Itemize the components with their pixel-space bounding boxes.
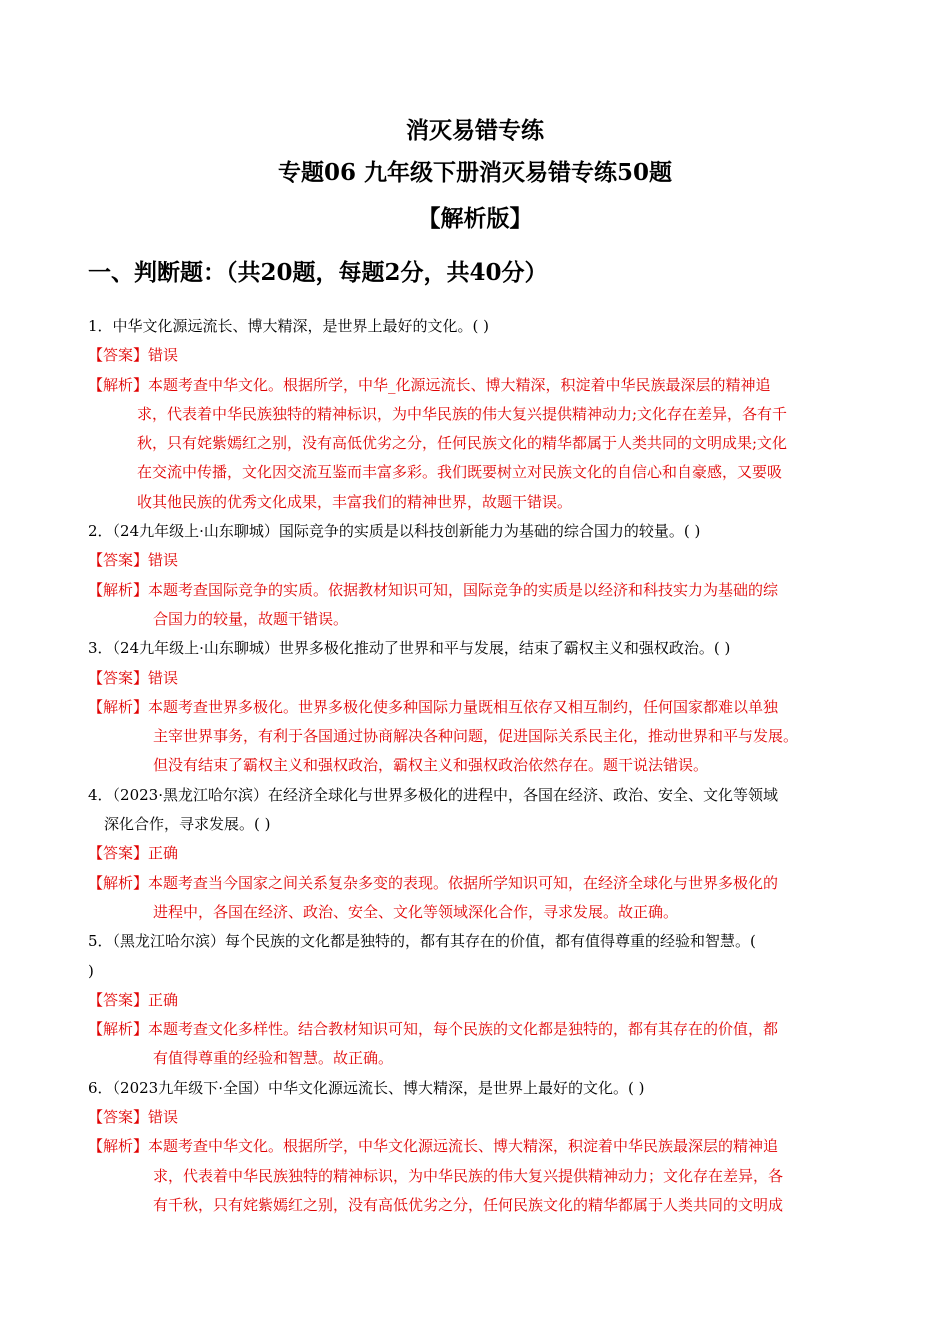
question-item [88,312,868,517]
question-item [88,1074,868,1220]
question-item [88,517,868,634]
question-text: 6．（2023九年级下·全国）中华文化源远流长、博大精深，是世界上最好的文化。( ) [88,1078,645,1097]
explanation-text: 【解析】本题考查中华文化。根据所学，中华文化源远流长、博大精深，积淀着中华民族最深层的精神追 [88,1137,779,1156]
explanation-text: 收其他民族的优秀文化成果，丰富我们的精神世界，故题干错误。 [137,492,573,511]
explanation-text: 【解析】本题考查世界多极化。世界多极化使多种国际力量既相互依存又相互制约，任何国家都难以单独 [88,697,779,716]
answer-text: 【答案】正确 [88,844,179,863]
explanation-text: 秋，只有姹紫嫣红之别，没有高低优劣之分，任何民族文化的精华都属于人类共同的文明成果;文化 [137,434,788,453]
explanation-text: 有值得尊重的经验和智慧。故正确。 [153,1049,394,1068]
explanation-text: 【解析】本题考查中华文化。根据所学，中华_化源远流长、博大精深，积淀着中华民族最深层的精神追 [88,375,771,394]
answer-text: 【答案】错误 [88,551,179,570]
doc-edition-label: 【解析版】 [417,205,533,232]
explanation-text: 进程中，各国在经济、政治、安全、文化等领域深化合作，寻求发展。故正确。 [153,902,679,921]
explanation-text: 合国力的较量，故题干错误。 [153,609,349,628]
section-heading: 一、判断题：（共20题，每题2分，共40分） [88,259,548,286]
question-text: 2．（24九年级上·山东聊城）国际竞争的实质是以科技创新能力为基础的综合国力的较量。( ) [88,522,701,541]
answer-text: 【答案】错误 [88,668,179,687]
explanation-text: 【解析】本题考查国际竞争的实质。依据教材知识可知，国际竞争的实质是以经济和科技实力为基础的综 [88,580,779,599]
explanation-text: 但没有结束了霸权主义和强权政治，霸权主义和强权政治依然存在。题干说法错误。 [153,756,709,775]
question-text: 5．（黑龙江哈尔滨）每个民族的文化都是独特的，都有其存在的价值，都有值得尊重的经验和智慧。( [88,932,756,951]
doc-subtitle: 专题06 九年级下册消灭易错专练50题 [277,159,673,186]
question-item [88,781,868,927]
question-item [88,927,868,1073]
explanation-text: 求，代表着中华民族独特的精神标识，为中华民族的伟大复兴提供精神动力；文化存在差异，各 [153,1166,784,1185]
question-text: 深化合作，寻求发展。( ) [104,815,271,834]
question-text: 4．（2023·黑龙江哈尔滨）在经济全球化与世界多极化的进程中，各国在经济、政治、安全、文化等领域 [88,785,778,804]
question-text: 1．中华文化源远流长、博大精深，是世界上最好的文化。( ) [88,317,490,335]
question-text: ) [88,961,94,980]
answer-text: 【答案】错误 [88,346,179,365]
answer-text: 【答案】错误 [88,1108,179,1127]
question-item [88,634,868,780]
explanation-text: 在交流中传播，文化因交流互鉴而丰富多彩。我们既要树立对民族文化的自信心和自豪感，又要吸 [137,463,783,482]
explanation-text: 主宰世界事务，有利于各国通过协商解决各种问题，促进国际关系民主化，推动世界和平与发展。 [153,727,799,746]
explanation-text: 【解析】本题考查当今国家之间关系复杂多变的表现。依据所学知识可知，在经济全球化与世界多极化的 [88,873,779,892]
question-text: 3．（24九年级上·山东聊城）世界多极化推动了世界和平与发展，结束了霸权主义和强权政治。( ) [88,639,731,658]
answer-text: 【答案】正确 [88,990,179,1009]
explanation-text: 【解析】本题考查文化多样性。结合教材知识可知，每个民族的文化都是独特的，都有其存在的价值，都 [88,1020,779,1039]
explanation-text: 求，代表着中华民族独特的精神标识，为中华民族的伟大复兴提供精神动力;文化存在差异，各有千 [137,404,788,423]
doc-title: 消灭易错专练 [406,117,544,144]
question-list [88,312,868,1220]
explanation-text: 有千秋，只有姹紫嫣红之别，没有高低优劣之分，任何民族文化的精华都属于人类共同的文明成 [153,1195,784,1214]
